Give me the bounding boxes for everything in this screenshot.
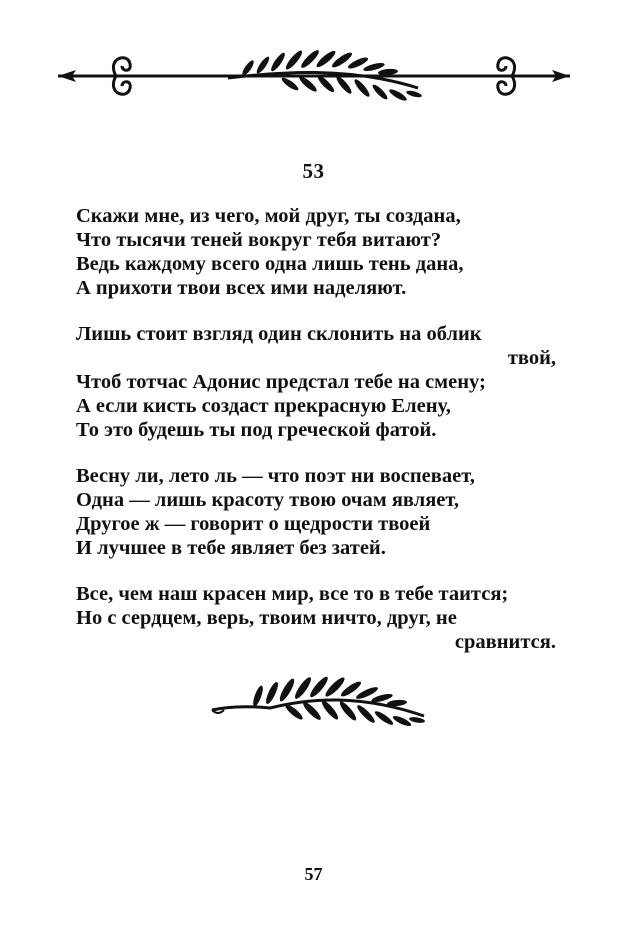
poem-line: И лучшее в тебе являет без затей. bbox=[76, 537, 386, 559]
poem-line: А прихоти твои всех ими наделяют. bbox=[76, 277, 407, 299]
stanza-2 bbox=[76, 322, 556, 442]
poem-line: Что тысячи теней вокруг тебя витают? bbox=[76, 229, 442, 251]
poem-line: То это будешь ты под греческой фатой. bbox=[76, 419, 437, 441]
poem-line-continuation: твой, bbox=[507, 347, 556, 369]
stanza-4 bbox=[76, 582, 556, 654]
sonnet-number: 53 bbox=[302, 159, 325, 183]
page-number: 57 bbox=[304, 864, 323, 884]
poem-line-continuation: сравнится. bbox=[454, 631, 556, 653]
poem-line: Весну ли, лето ль — что поэт ни воспевает, bbox=[76, 465, 475, 487]
stanza-1 bbox=[76, 204, 556, 300]
poem-line: Одна — лишь красоту твою очам являет, bbox=[76, 489, 460, 511]
poem-line: Лишь стоит взгляд один склонить на облик bbox=[76, 323, 482, 345]
laurel-flourish-ornament-icon bbox=[58, 48, 570, 110]
poem-line: Чтоб тотчас Адонис предстал тебе на смену; bbox=[76, 371, 486, 393]
poem-line: Все, чем наш красен мир, все то в тебе таится; bbox=[76, 583, 509, 605]
poem-line: Другое ж — говорит о щедрости твоей bbox=[76, 513, 431, 535]
poem-line: Скажи мне, из чего, мой друг, ты создана, bbox=[76, 205, 461, 227]
laurel-branch-ornament-icon bbox=[210, 676, 430, 728]
poem-line: Но с сердцем, верь, твоим ничто, друг, не bbox=[76, 607, 457, 629]
poem-body bbox=[76, 204, 556, 676]
poem-line: Ведь каждому всего одна лишь тень дана, bbox=[76, 253, 464, 275]
poem-line: А если кисть создаст прекрасную Елену, bbox=[76, 395, 451, 417]
stanza-3 bbox=[76, 464, 556, 560]
